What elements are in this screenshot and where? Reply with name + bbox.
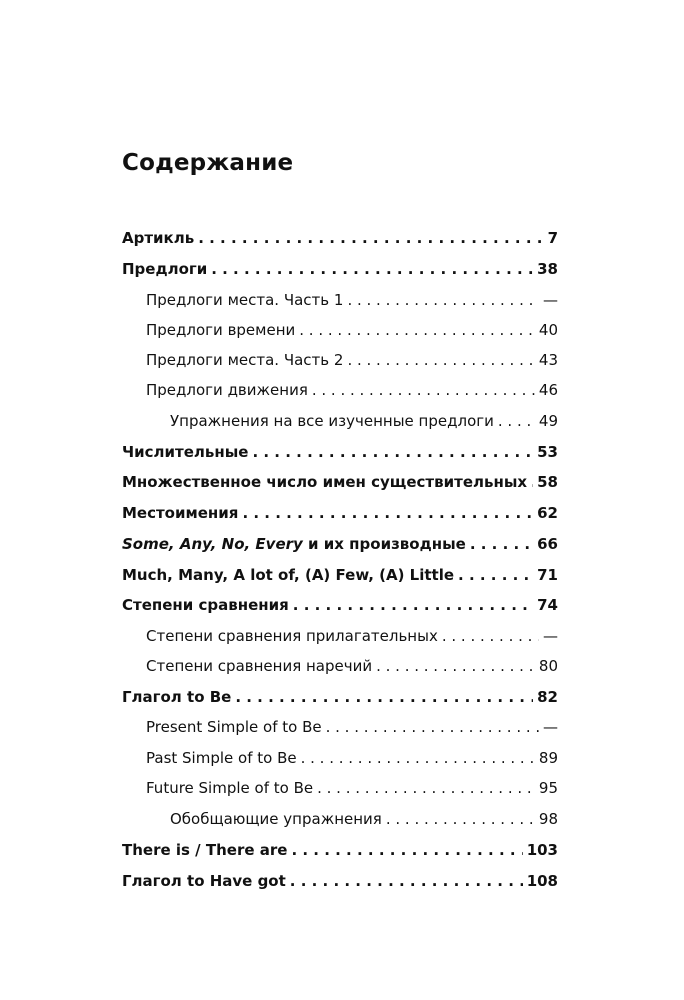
toc-entry-title: Степени сравнения прилагательных [146,627,438,645]
dot-leader [458,565,533,585]
toc-page-number: 62 [537,504,558,522]
toc-subentry [146,656,558,676]
dot-leader [531,472,533,492]
dot-leader [293,595,533,615]
toc-page-number: 80 [538,657,558,675]
toc-page-number: — [543,718,558,736]
toc-entry-title-italic: Some, Any, No, Every [122,535,303,553]
toc-entry-title: Местоимения [122,504,239,522]
toc-page-number: — [543,627,558,645]
toc-entry-title: Глагол to Have got [122,872,286,890]
toc-entry-title [122,534,466,554]
toc-entry-title: There is / There are [122,841,288,859]
toc-entry-title: Множественное число имен существительных [122,473,528,491]
toc-entry-title: Present Simple of to Be [146,718,322,736]
page-title: Содержание [122,150,294,176]
dot-leader [312,380,535,400]
toc-page-number: 103 [526,841,558,859]
toc-page-number: 74 [537,596,558,614]
dot-leader [317,778,535,798]
toc-entry-title: Предлоги места. Часть 2 [146,351,344,369]
toc-subentry [146,380,558,400]
toc-entry [122,565,558,585]
toc-page-number: 82 [537,688,558,706]
dot-leader [376,656,535,676]
toc-page-number: — [543,291,558,309]
dot-leader [442,626,539,646]
toc-subentry [146,290,558,310]
toc-page-number: 108 [526,872,558,890]
dot-leader [347,350,534,370]
toc-entry-title: Предлоги движения [146,381,308,399]
toc-page-number: 53 [537,443,558,461]
toc-page-number: 7 [547,229,558,247]
toc-entry-title: Артикль [122,229,195,247]
toc-subentry [146,748,558,768]
toc-page-number: 58 [537,473,558,491]
toc-subsubentry [170,411,558,431]
dot-leader [498,411,535,431]
toc-entry [122,595,558,615]
toc-entry [122,228,558,248]
toc-page-number: 71 [537,566,558,584]
toc-entry-title-rest: и их производные [302,535,466,553]
toc-entry-title: Степени сравнения [122,596,289,614]
toc-entry [122,503,558,523]
toc-subentry [146,717,558,737]
toc-entry-title: Глагол to Be [122,688,232,706]
toc-page-number: 38 [537,260,558,278]
dot-leader [235,687,533,707]
toc-page-number: 43 [538,351,558,369]
toc-entry-title: Much, Many, A lot of, (A) Few, (A) Little [122,566,455,584]
dot-leader [290,871,523,891]
toc-entry [122,687,558,707]
toc-entry-title: Обобщающие упражнения [170,810,382,828]
dot-leader [326,717,539,737]
dot-leader [386,809,535,829]
dot-leader [198,228,543,248]
toc-page-number: 40 [538,321,558,339]
toc-entry [122,442,558,462]
toc-entry-title: Предлоги места. Часть 1 [146,291,344,309]
toc-entry-title: Предлоги [122,260,208,278]
toc-page-number: 49 [538,412,558,430]
toc-entry [122,259,558,279]
toc-page-number: 46 [538,381,558,399]
toc-subsubentry [170,809,558,829]
toc-entry-title: Предлоги времени [146,321,296,339]
toc-subentry [146,626,558,646]
toc-page-number: 89 [538,749,558,767]
toc-entry-title: Степени сравнения наречий [146,657,373,675]
toc-page-number: 98 [538,810,558,828]
dot-leader [470,534,533,554]
dot-leader [242,503,533,523]
toc-entry [122,840,558,860]
toc-page-number: 66 [537,535,558,553]
toc-entry-title: Past Simple of to Be [146,749,297,767]
dot-leader [301,748,535,768]
dot-leader [291,840,522,860]
dot-leader [252,442,533,462]
toc-entry [122,534,558,554]
dot-leader [211,259,533,279]
toc-subentry [146,778,558,798]
toc-subentry [146,320,558,340]
toc-entry-title: Упражнения на все изученные предлоги [170,412,494,430]
toc-entry-title: Числительные [122,443,249,461]
toc-page-number: 95 [538,779,558,797]
toc-entry [122,871,558,891]
dot-leader [299,320,535,340]
toc-subentry [146,350,558,370]
toc-entry-title: Future Simple of to Be [146,779,314,797]
toc-entry [122,472,558,492]
dot-leader [347,290,539,310]
